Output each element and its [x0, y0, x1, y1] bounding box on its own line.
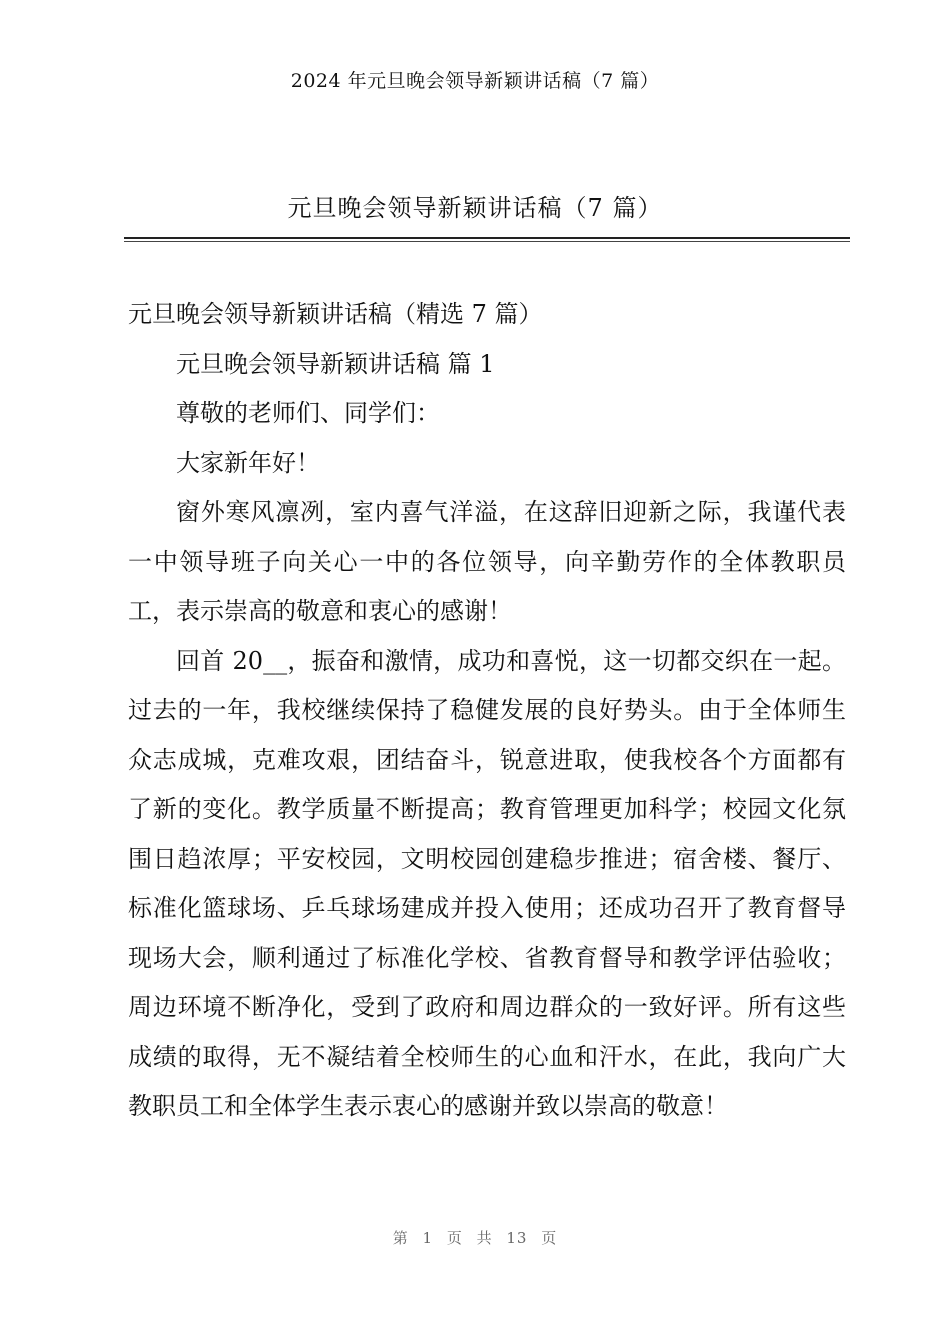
- greeting: 大家新年好！: [176, 448, 320, 477]
- salutation: 尊敬的老师们、同学们：: [176, 399, 440, 427]
- document-body: [128, 290, 846, 1132]
- body-paragraph: 回首 20__，振奋和激情，成功和喜悦，这一切都交织在一起。过去的一年，我校继续保持了稳健发展的良好势头。由于全体师生众志成城，克难攻艰，团结奋斗，锐意进取，使我校各个方面都有了新的变化。教学质量不断提高；教育管理更加科学；校园文化氛围日趋浓厚；平安校园，文明校园创建稳步推进；宿舍楼、餐厅、标准化篮球场、乒乓球场建成并投入使用；还成功召开了教育督导现场大会，顺利通过了标准化学校、省教育督导和教学评估验收；周边环境不断净化，受到了政府和周边群众的一致好评。所有这些成绩的取得，无不凝结着全校师生的心血和汗水，在此，我向广大教职员工和全体学生表示衷心的感谢并致以崇高的敬意！: [128, 646, 846, 1120]
- collection-heading: 元旦晚会领导新颖讲话稿（精选 7 篇）: [128, 300, 543, 328]
- body-paragraph: 窗外寒风凛冽，室内喜气洋溢，在这辞旧迎新之际，我谨代表一中领导班子向关心一中的各位领导，向辛勤劳作的全体教职员工，表示崇高的敬意和衷心的感谢！: [128, 498, 846, 625]
- title-rule-thick: [124, 237, 850, 239]
- running-header: 2024 年元旦晚会领导新颖讲话稿（7 篇）: [290, 70, 660, 92]
- title-rule-thin: [124, 241, 850, 242]
- document-title: 元旦晚会领导新颖讲话稿（7 篇）: [287, 194, 663, 222]
- page-footer: 第 1 页 共 13 页: [392, 1229, 558, 1247]
- section-heading: 元旦晚会领导新颖讲话稿 篇 1: [176, 349, 495, 378]
